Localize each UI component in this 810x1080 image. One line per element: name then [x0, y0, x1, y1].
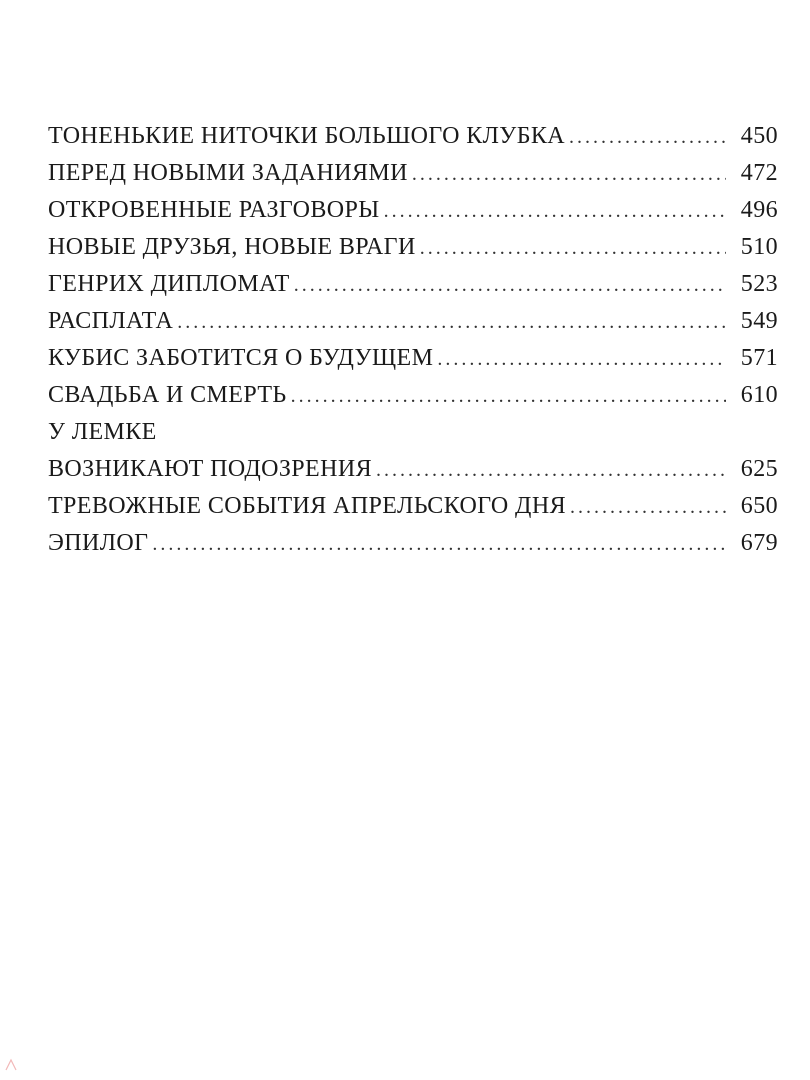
dot-leader: [437, 341, 726, 378]
toc-entry-page: 496: [740, 197, 778, 223]
table-of-contents: [48, 118, 778, 562]
toc-entry: [48, 488, 778, 525]
dot-leader: [376, 452, 726, 489]
toc-entry-title: НОВЫЕ ДРУЗЬЯ, НОВЫЕ ВРАГИ: [48, 234, 416, 260]
toc-entry-title: ТРЕВОЖНЫЕ СОБЫТИЯ АПРЕЛЬСКОГО ДНЯ: [48, 493, 566, 519]
toc-entry-no-page: [48, 414, 778, 451]
toc-entry-page: 625: [740, 456, 778, 482]
toc-entry-page: 679: [740, 530, 778, 556]
toc-entry-page: 450: [740, 123, 778, 149]
toc-entry-title: ГЕНРИХ ДИПЛОМАТ: [48, 271, 290, 297]
dot-leader: [569, 119, 726, 156]
toc-entry-page: 571: [740, 345, 778, 371]
dot-leader: [152, 526, 726, 563]
toc-entry-page: 610: [740, 382, 778, 408]
toc-entry-title: КУБИС ЗАБОТИТСЯ О БУДУЩЕМ: [48, 345, 434, 371]
toc-entry-title: ЭПИЛОГ: [48, 530, 149, 556]
toc-entry-page: 510: [740, 234, 778, 260]
dot-leader: [384, 193, 726, 230]
toc-entry-page: 472: [740, 160, 778, 186]
toc-entry: [48, 192, 778, 229]
toc-entry-title: СВАДЬБА И СМЕРТЬ: [48, 382, 287, 408]
toc-entry-title: РАСПЛАТА: [48, 308, 174, 334]
toc-entry: [48, 451, 778, 488]
toc-entry: [48, 303, 778, 340]
toc-entry: [48, 229, 778, 266]
toc-entry-title: ПЕРЕД НОВЫМИ ЗАДАНИЯМИ: [48, 160, 408, 186]
toc-entry-page: 523: [740, 271, 778, 297]
toc-entry-title: ТОНЕНЬКИЕ НИТОЧКИ БОЛЬШОГО КЛУБКА: [48, 123, 566, 149]
toc-entry-title: У ЛЕМКЕ: [48, 419, 157, 445]
dot-leader: [294, 267, 726, 304]
toc-entry: [48, 118, 778, 155]
toc-entry: [48, 155, 778, 192]
toc-entry: [48, 340, 778, 377]
toc-entry-title: ВОЗНИКАЮТ ПОДОЗРЕНИЯ: [48, 456, 372, 482]
corner-watermark-icon: [4, 1058, 18, 1072]
dot-leader: [177, 304, 726, 341]
dot-leader: [570, 489, 726, 526]
toc-entry-page: 650: [740, 493, 778, 519]
dot-leader: [291, 378, 726, 415]
toc-entry: [48, 377, 778, 414]
toc-entry: [48, 266, 778, 303]
toc-entry-title: ОТКРОВЕННЫЕ РАЗГОВОРЫ: [48, 197, 380, 223]
toc-entry: [48, 525, 778, 562]
dot-leader: [420, 230, 726, 267]
dot-leader: [412, 156, 726, 193]
toc-entry-page: 549: [740, 308, 778, 334]
